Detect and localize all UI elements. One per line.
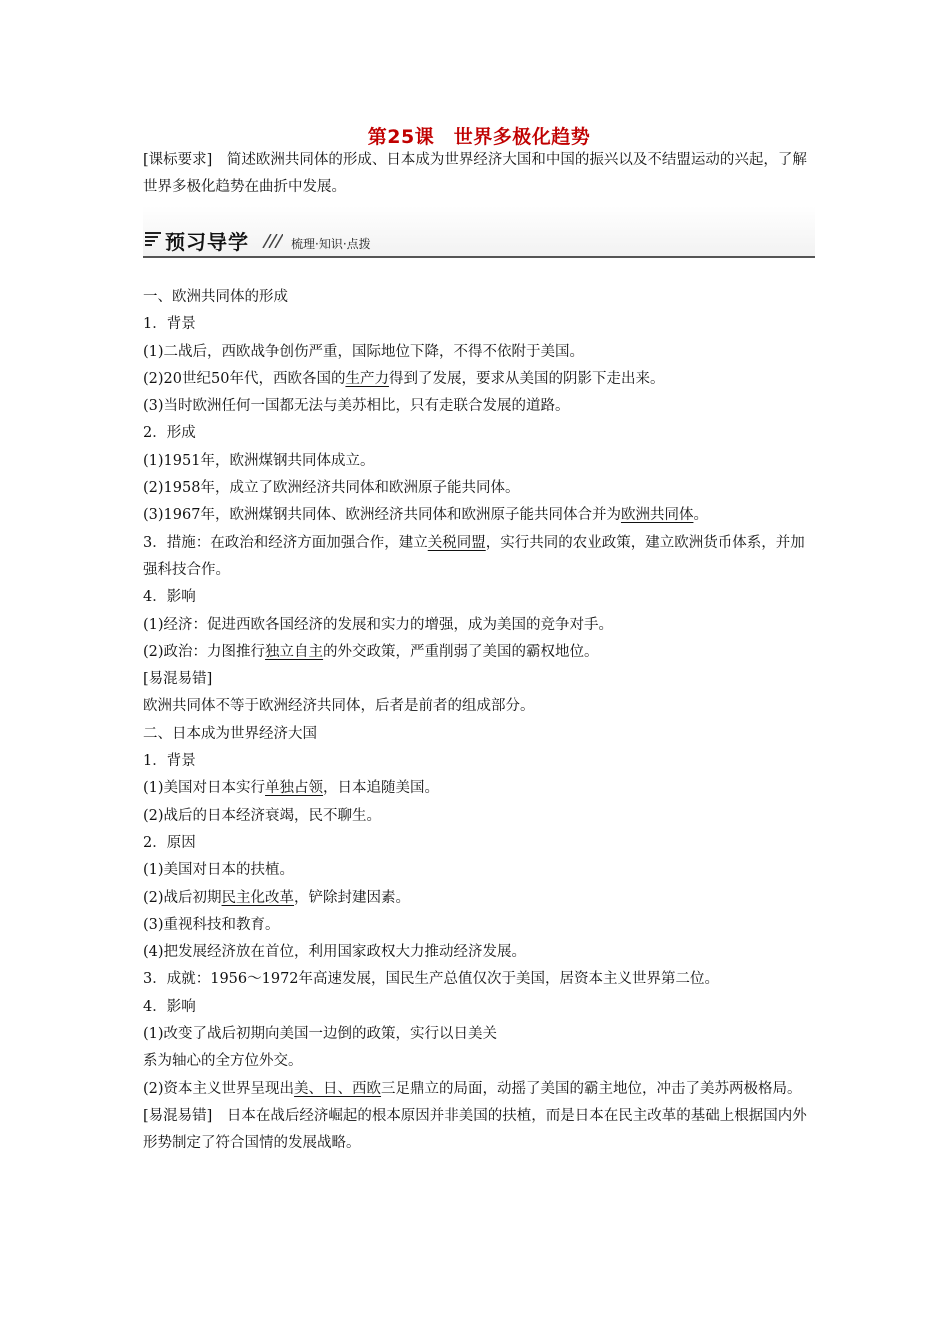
underlined-keyword: 独立自主: [265, 643, 324, 660]
text-line: [易混易错] 日本在战后经济崛起的根本原因并非美国的扶植，而是日本在民主改革的基础上根据国内外形势制定了符合国情的发展战略。: [143, 1107, 807, 1152]
requirement-label: [课标要求]: [143, 152, 213, 168]
underlined-keyword: 美、日、西欧: [294, 1080, 382, 1097]
underlined-keyword: 欧洲共同体: [620, 507, 694, 524]
text-line: [143, 775, 815, 802]
page-title: 第25课 世界多极化趋势: [367, 126, 591, 148]
text-line: 系为轴心的全方位外交。: [143, 1053, 303, 1070]
text-line: 3．成就：1956～1972年高速发展，国民生产总值仅次于美国，居资本主义世界第二位。: [143, 971, 720, 988]
text-line: (2)1958年，成立了欧洲经济共同体和欧洲原子能共同体。: [143, 480, 520, 497]
text-line: (2)战后的日本经济衰竭，民不聊生。: [143, 807, 382, 824]
text-line: (3)当时欧洲任何一国都无法与美苏相比，只有走联合发展的道路。: [143, 398, 570, 415]
line-text-prefix: (2)战后初期: [143, 889, 222, 906]
text-line: [143, 530, 815, 585]
text-line: [143, 639, 815, 666]
text-line: 欧洲共同体不等于欧洲经济共同体，后者是前者的组成部分。: [143, 698, 535, 715]
line-text-suffix: 得到了发展，要求从美国的阴影下走出来。: [388, 370, 665, 387]
line-text-suffix: 三足鼎立的局面，动摇了美国的霸主地位，冲击了美苏两极格局。: [381, 1080, 802, 1097]
text-line: (1)改变了战后初期向美国一边倒的政策，实行以日美关: [143, 1026, 498, 1043]
stripes-icon: [145, 232, 161, 246]
line-text-suffix: ，铲除封建因素。: [294, 889, 411, 906]
text-line: [143, 885, 815, 912]
curriculum-requirement: [143, 147, 815, 201]
text-line: [143, 502, 815, 529]
line-text-suffix: 的外交政策，严重削弱了美国的霸权地位。: [323, 643, 599, 660]
text-line: 二、日本成为世界经济大国: [143, 725, 317, 742]
line-text-suffix: ，实行共同的农业政策，建立欧洲货币体系，并加强科技合作。: [143, 534, 805, 578]
line-text-prefix: (3)1967年，欧洲煤钢共同体、欧洲经济共同体和欧洲原子能共同体合并为: [143, 507, 621, 524]
text-line: (4)把发展经济放在首位，利用国家政权大力推动经济发展。: [143, 944, 527, 961]
text-line: (3)重视科技和教育。: [143, 916, 280, 933]
line-text-suffix: ，日本追随美国。: [323, 780, 440, 797]
underlined-keyword: 单独占领: [265, 780, 324, 797]
line-text-prefix: 3．措施：在政治和经济方面加强合作，建立: [143, 534, 428, 551]
text-line: 2．形成: [143, 425, 196, 442]
text-line: (1)经济：促进西欧各国经济的发展和实力的增强，成为美国的竞争对手。: [143, 616, 614, 633]
underlined-keyword: 民主化改革: [221, 889, 295, 906]
line-text-prefix: (2)政治：力图推行: [143, 643, 266, 660]
line-text-suffix: 。: [693, 507, 708, 524]
line-text-prefix: (1)美国对日本实行: [143, 780, 266, 797]
requirement-text: 简述欧洲共同体的形成、日本成为世界经济大国和中国的振兴以及不结盟运动的兴起，了解世界多极化趋势在曲折中发展。: [143, 152, 807, 195]
banner-heading: 预习导学: [165, 230, 249, 254]
text-line: 1．背景: [143, 316, 196, 333]
section-banner: [143, 206, 815, 258]
text-line: 4．影响: [143, 589, 196, 606]
text-line: 4．影响: [143, 998, 196, 1015]
underlined-keyword: 关税同盟: [427, 534, 486, 551]
line-text-prefix: (2)资本主义世界呈现出: [143, 1080, 295, 1097]
underlined-keyword: 生产力: [345, 370, 389, 387]
text-line: (1)1951年，欧洲煤钢共同体成立。: [143, 452, 375, 469]
document-body: [143, 284, 815, 1158]
text-line: 2．原因: [143, 834, 196, 851]
text-line: [143, 1076, 815, 1103]
text-line: (1)二战后，西欧战争创伤严重，国际地位下降，不得不依附于美国。: [143, 343, 585, 360]
text-line: 一、欧洲共同体的形成: [143, 289, 288, 305]
slash-decoration-icon: [261, 234, 283, 248]
line-text-prefix: (2)20世纪50年代，西欧各国的: [143, 370, 346, 387]
banner-subtitle: 梳理·知识·点拨: [291, 237, 371, 251]
text-line: (1)美国对日本的扶植。: [143, 862, 295, 879]
text-line: [143, 366, 815, 393]
text-line: 1．背景: [143, 753, 196, 770]
text-line: [易混易错]: [143, 671, 213, 688]
